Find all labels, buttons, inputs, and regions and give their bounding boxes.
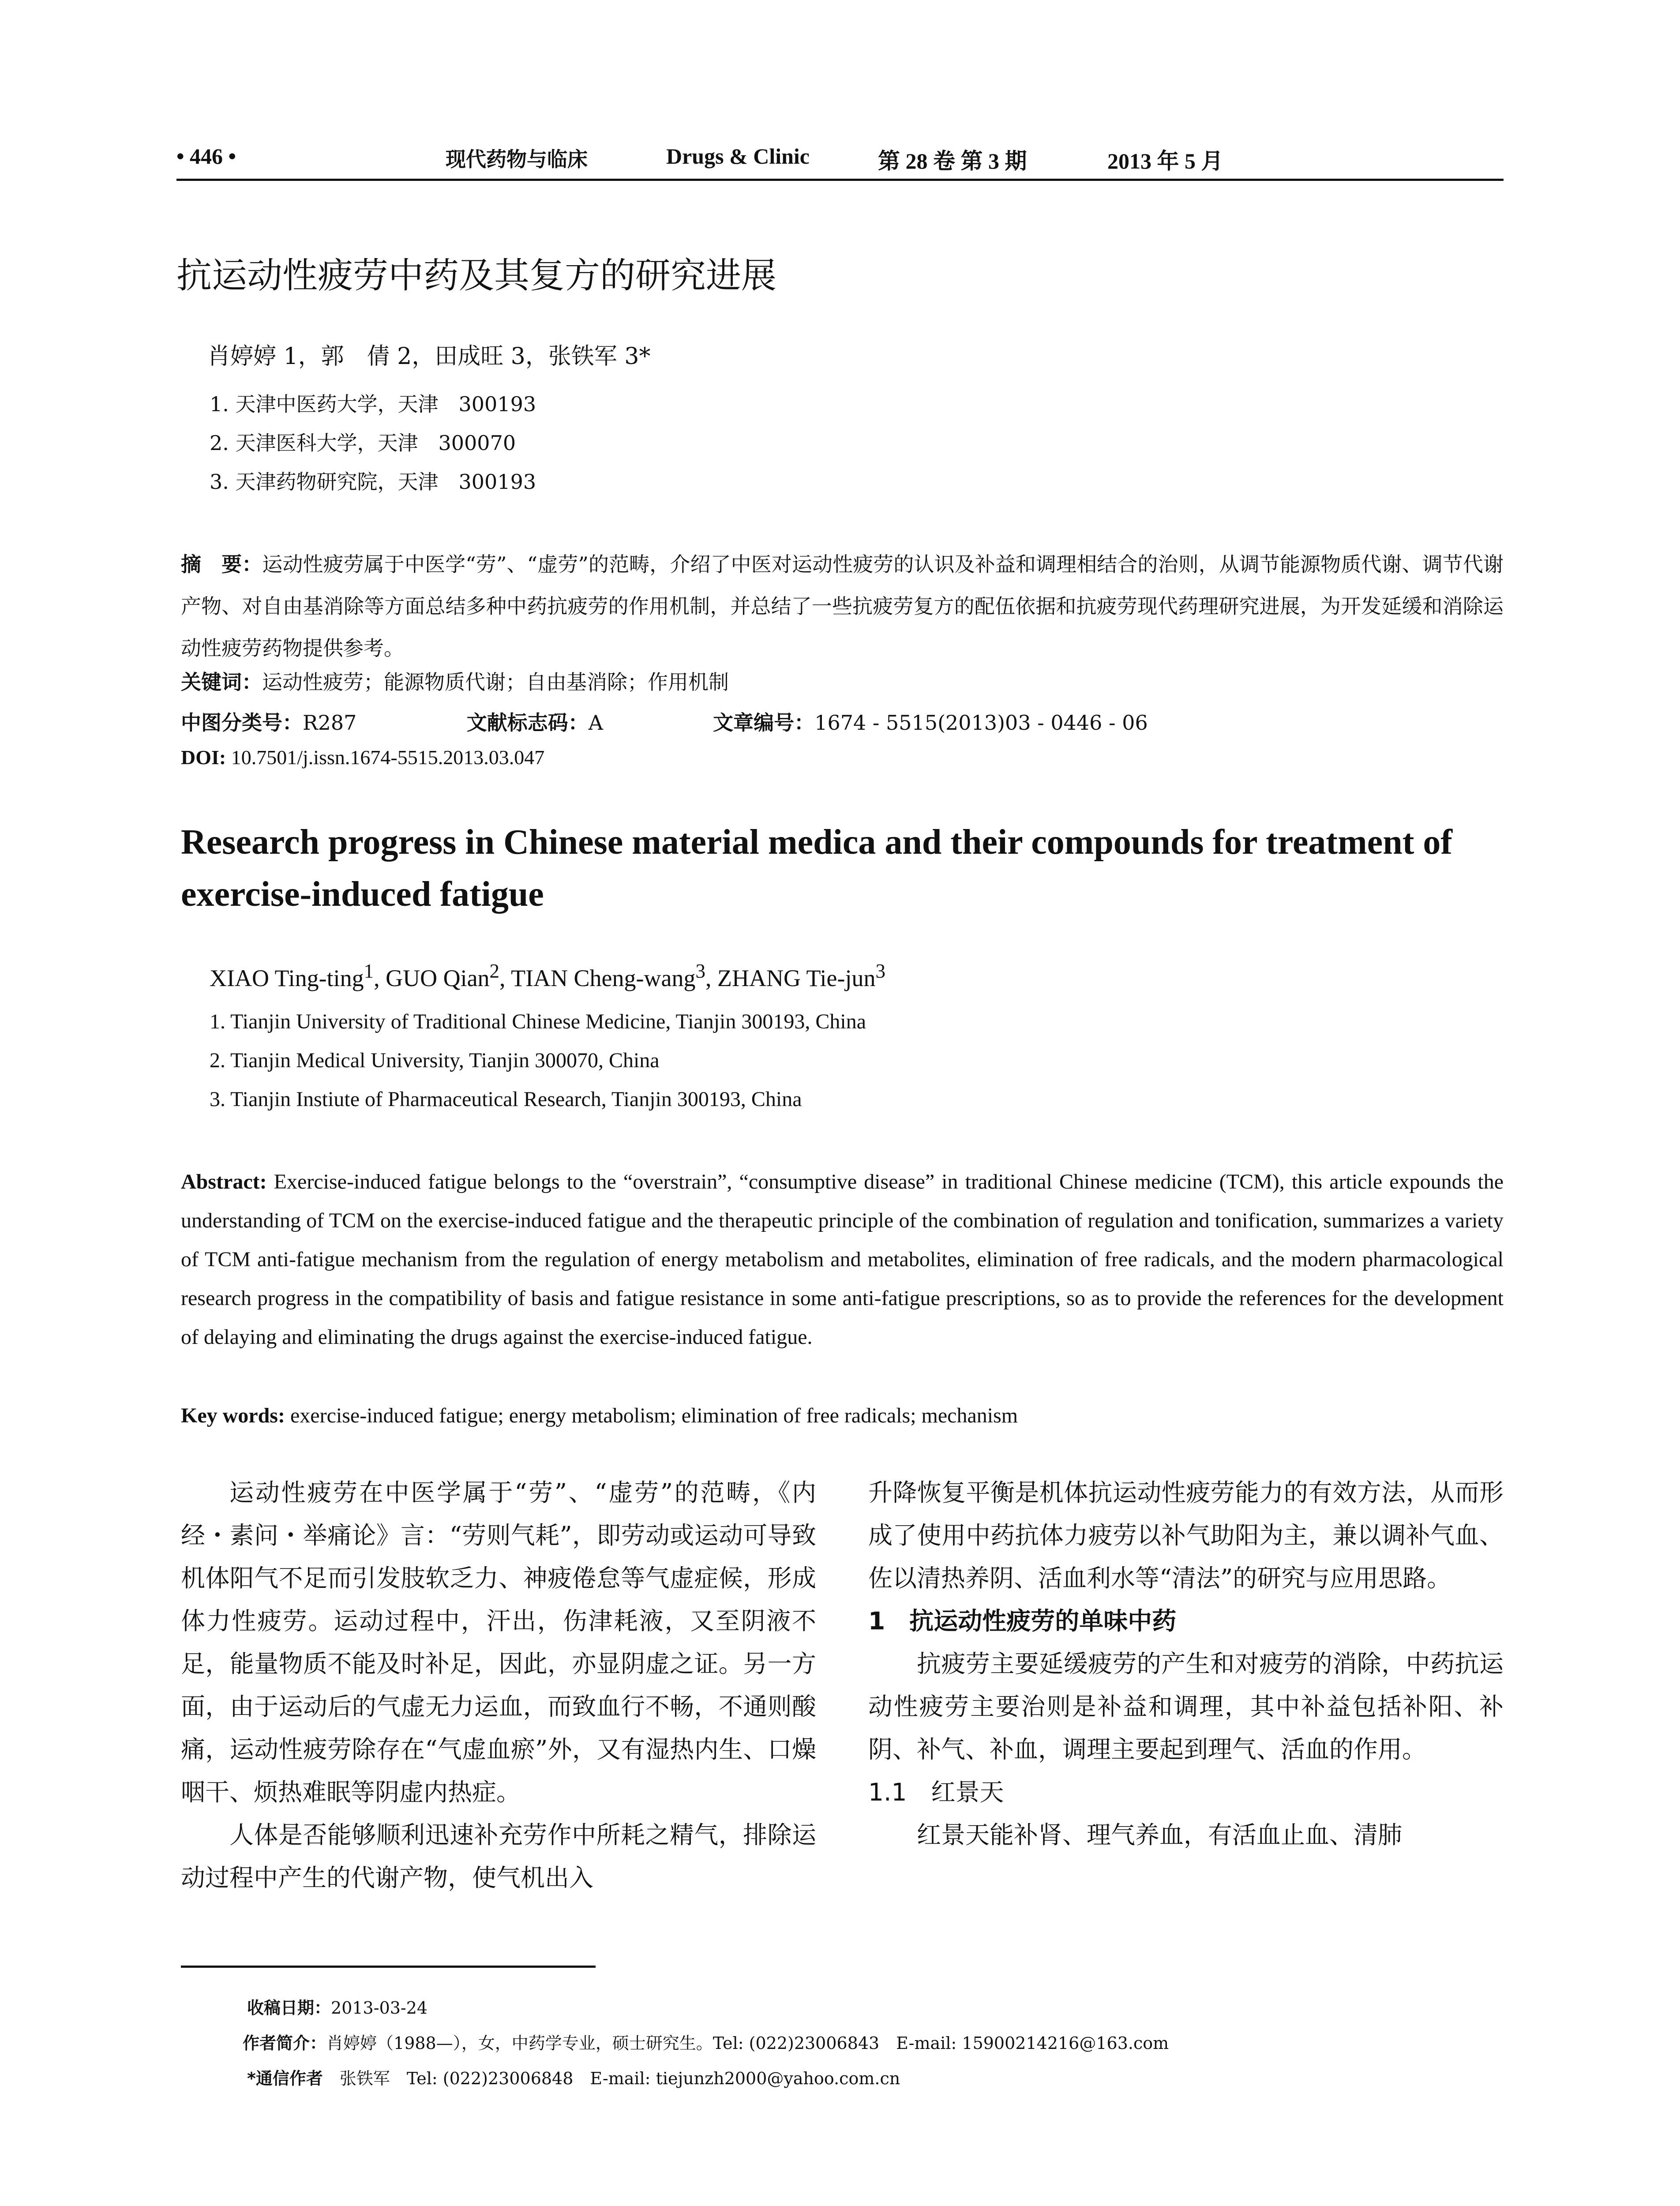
keywords-en-text: exercise-induced fatigue; energy metabolism; elimination of free radicals; mechanism	[290, 1404, 1018, 1427]
bio-label: 作者简介：	[243, 2033, 327, 2053]
body-paragraph: 红景天能补肾、理气养血，有活血止血、清肺	[917, 1821, 1402, 1849]
section-heading-1: 1 抗运动性疲劳的单味中药	[868, 1607, 1177, 1635]
footnote-rule	[181, 1966, 596, 1968]
doi-label: DOI:	[181, 746, 226, 769]
abstract-en-label: Abstract:	[181, 1170, 267, 1193]
journal-title-cn: 现代药物与临床	[446, 147, 588, 171]
abstract-cn	[181, 544, 1504, 669]
received-date: 2013-03-24	[331, 1998, 428, 2018]
article-no-value: 1674 - 5515(2013)03 - 0446 - 06	[814, 711, 1148, 735]
section-heading-1-1: 1.1 红景天	[868, 1778, 1004, 1806]
authors-cn: 肖婷婷 1，郭 倩 2，田成旺 3，张铁军 3*	[207, 343, 651, 370]
abstract-cn-label: 摘 要：	[181, 552, 262, 576]
body-paragraph: 抗疲劳主要延缓疲劳的产生和对疲劳的消除，中药抗运动性疲劳主要治则是补益和调理，其中补益包括补阳、补阴、补气、补血，调理主要起到理气、活血的作用。	[868, 1650, 1504, 1763]
doi-line	[181, 746, 544, 769]
authors-en: XIAO Ting-ting$^1$, GUO Qian$^2$, TIAN Cheng-wang$^3$, ZHANG Tie-jun$^3$	[210, 960, 886, 991]
page-number: • 446 •	[176, 144, 236, 169]
issue-date: 2013 年 5 月	[1107, 149, 1223, 173]
corresponding-text: 张铁军 Tel: (022)23006848 E-mail: tiejunzh2000@yahoo.com.cn	[339, 2069, 900, 2088]
body-column-right	[868, 1471, 1504, 1857]
body-paragraph: 人体是否能够顺利迅速补充劳作中所耗之精气，排除运动过程中产生的代谢产物，使气机出入	[181, 1821, 816, 1892]
affiliation-en-3: 3. Tianjin Instiute of Pharmaceutical Research, Tianjin 300193, China	[210, 1088, 802, 1111]
paper-title-cn: 抗运动性疲劳中药及其复方的研究进展	[176, 255, 776, 296]
keywords-cn	[181, 666, 729, 695]
abstract-en	[181, 1163, 1504, 1357]
body-paragraph: 运动性疲劳在中医学属于“劳”、“虚劳”的范畴，《内经・素问・举痛论》言：“劳则气耗”，即劳动或运动可导致机体阳气不足而引发肢软乏力、神疲倦怠等气虚症候，形成体力性疲劳。运动过程中，汗出，伤津耗液，又至阴液不足，能量物质不能及时补足，因此，亦显阴虚之证。另一方面，由于运动后的气虚无力运血，而致血行不畅，不通则酸痛，运动性疲劳除存在“气虚血瘀”外，又有湿热内生、口燥咽干、烦热难眠等阴虚内热症。	[181, 1478, 816, 1806]
journal-title-en: Drugs & Clinic	[666, 144, 810, 169]
footnote-received	[247, 1994, 428, 2018]
keywords-en	[181, 1396, 1504, 1435]
volume-issue: 第 28 卷 第 3 期	[878, 149, 1027, 173]
affiliation-cn-3: 3. 天津药物研究院，天津 300193	[210, 470, 536, 494]
doi-value: 10.7501/j.issn.1674-5515.2013.03.047	[231, 746, 545, 769]
affiliation-cn-1: 1. 天津中医药大学，天津 300193	[210, 392, 536, 416]
affiliation-en-2: 2. Tianjin Medical University, Tianjin 300070, China	[210, 1049, 660, 1072]
keywords-en-label: Key words:	[181, 1404, 285, 1427]
footnote-corresponding	[247, 2065, 900, 2089]
corresponding-label: *通信作者	[247, 2069, 323, 2088]
footnote-author-bio	[181, 2030, 1169, 2054]
clc-value: R287	[303, 711, 357, 735]
classification-line	[181, 707, 1148, 736]
keywords-cn-label: 关键词：	[181, 670, 262, 694]
abstract-cn-text: 运动性疲劳属于中医学“劳”、“虚劳”的范畴，介绍了中医对运动性疲劳的认识及补益和调理相结合的治则，从调节能源物质代谢、调节代谢产物、对自由基消除等方面总结多种中药抗疲劳的作用机制，并总结了一些抗疲劳复方的配伍依据和抗疲劳现代药理研究进展，为开发延缓和消除运动性疲劳药物提供参考。	[181, 552, 1504, 660]
body-paragraph: 升降恢复平衡是机体抗运动性疲劳能力的有效方法，从而形成了使用中药抗体力疲劳以补气助阳为主，兼以调补气血、佐以清热养阴、活血利水等“清法”的研究与应用思路。	[868, 1478, 1504, 1592]
keywords-cn-text: 运动性疲劳；能源物质代谢；自由基消除；作用机制	[262, 670, 729, 694]
bio-text: 肖婷婷（1988—），女，中药学专业，硕士研究生。Tel: (022)23006843 E-mail: 15900214216@163.com	[326, 2033, 1169, 2053]
body-column-left	[181, 1471, 816, 1899]
doc-code-label: 文献标志码：	[466, 711, 589, 735]
affiliation-cn-2: 2. 天津医科大学，天津 300070	[210, 431, 516, 455]
abstract-en-text: Exercise-induced fatigue belongs to the “overstrain”, “consumptive disease” in traditional Chinese medicine (TCM), this article expounds the understanding of TCM on the exercise-induced fatigue and the therapeutic principle of the combination of regulation and tonification, summarizes a variety of TCM anti-fatigue mechanism from the regulation of energy metabolism and metabolites, elimination of free radicals, and the modern pharmacological research progress in the compatibility of basis and fatigue resistance in some anti-fatigue prescriptions, so as to provide the references for the development of delaying and eliminating the drugs against the exercise-induced fatigue.	[181, 1170, 1504, 1349]
paper-title-en: Research progress in Chinese material medica and their compounds for treatment of exercise-induced fatigue	[181, 823, 1452, 914]
doc-code-value: A	[588, 711, 603, 735]
affiliation-en-1: 1. Tianjin University of Traditional Chinese Medicine, Tianjin 300193, China	[210, 1010, 866, 1033]
received-label: 收稿日期：	[247, 1998, 331, 2018]
clc-label: 中图分类号：	[181, 711, 303, 735]
article-no-label: 文章编号：	[713, 711, 815, 735]
running-header	[176, 139, 1504, 181]
